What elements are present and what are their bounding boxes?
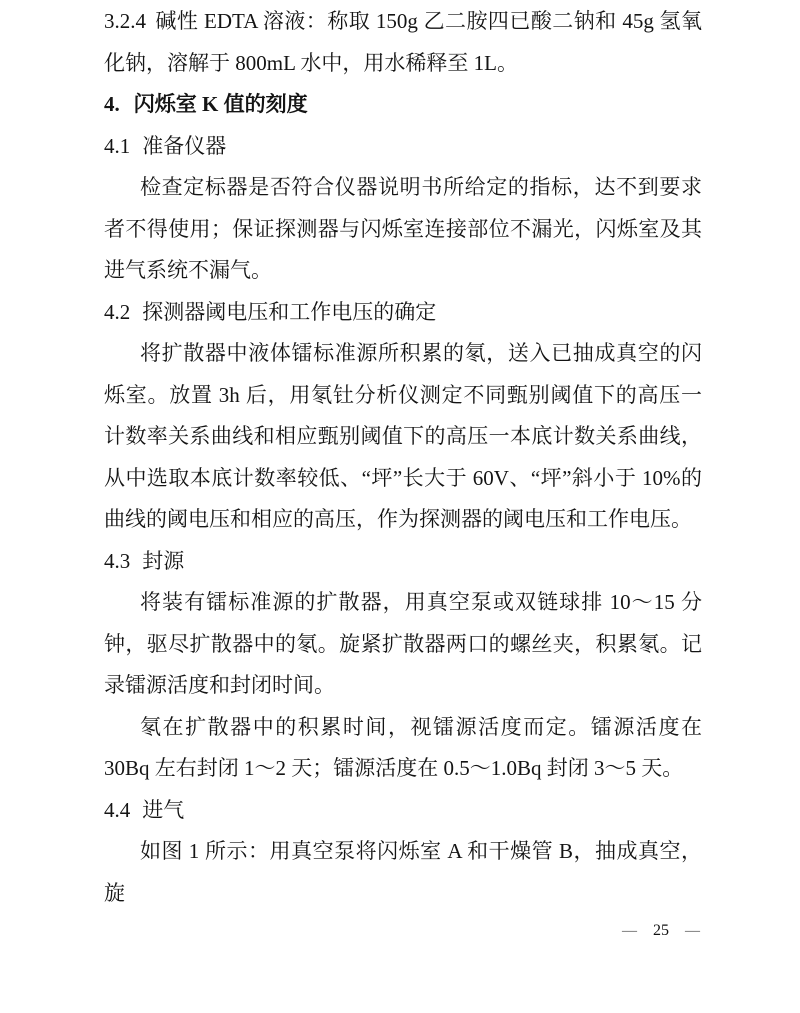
paragraph-text: 进气 — [142, 797, 185, 822]
paragraph-text: 将扩散器中液体镭标准源所积累的氡，送入已抽成真空的闪烁室。放置 3h 后，用氡钍分析仪测定不同甄别阈值下的高压一计数率关系曲线和相应甄别阈值下的高压一本底计数关系曲线，从中选取本底计数率较低、“坪”长大于 60V、“坪”斜小于 10%的曲线的阈电压和相应的高压，作为探测器的阈电压和工作电压。 — [104, 341, 702, 531]
paragraph-text: 氡在扩散器中的积累时间，视镭源活度而定。镭源活度在 30Bq 左右封闭 1～2 天；镭源活度在 0.5～1.0Bq 封闭 3～5 天。 — [104, 714, 702, 780]
subsection-heading — [104, 541, 702, 583]
section-number: 4.4 — [104, 797, 131, 822]
subsection-heading — [104, 292, 702, 334]
footer-dash-left: — — [622, 923, 637, 939]
paragraph — [104, 707, 702, 790]
section-number: 4.3 — [104, 548, 131, 573]
paragraph — [104, 167, 702, 292]
subsection-heading — [104, 790, 702, 832]
paragraph — [104, 333, 702, 541]
paragraph-text: 探测器阈电压和工作电压的确定 — [142, 299, 437, 324]
section-number: 4.2 — [104, 299, 131, 324]
section-number: 4.1 — [104, 133, 131, 158]
paragraph-text: 碱性 EDTA 溶液：称取 150g 乙二胺四已酸二钠和 45g 氢氧化钠，溶解于 800mL 水中，用水稀释至 1L。 — [104, 9, 702, 75]
paragraph-text: 准备仪器 — [142, 133, 227, 158]
paragraph-text: 如图 1 所示：用真空泵将闪烁室 A 和干燥管 B，抽成真空，旋 — [104, 839, 702, 905]
section-number: 3.2.4 — [104, 9, 146, 33]
paragraph-text: 闪烁室 K 值的刻度 — [133, 92, 308, 116]
paragraph-text: 将装有镭标准源的扩散器，用真空泵或双链球排 10～15 分钟，驱尽扩散器中的氡。旋紧扩散器两口的螺丝夹，积累氡。记录镭源活度和封闭时间。 — [104, 590, 702, 697]
page-footer — [622, 922, 700, 940]
paragraph-text: 检查定标器是否符合仪器说明书所给定的指标，达不到要求者不得使用；保证探测器与闪烁室连接部位不漏光，闪烁室及其进气系统不漏气。 — [104, 175, 702, 282]
paragraph-text: 封源 — [142, 548, 185, 573]
paragraph — [104, 831, 702, 914]
section-number: 4. — [104, 92, 120, 116]
document-body — [104, 1, 702, 914]
paragraph — [104, 1, 702, 84]
subsection-heading — [104, 126, 702, 168]
page-number: 25 — [653, 922, 669, 939]
footer-dash-right: — — [685, 923, 700, 939]
section-heading — [104, 84, 702, 126]
paragraph — [104, 582, 702, 707]
